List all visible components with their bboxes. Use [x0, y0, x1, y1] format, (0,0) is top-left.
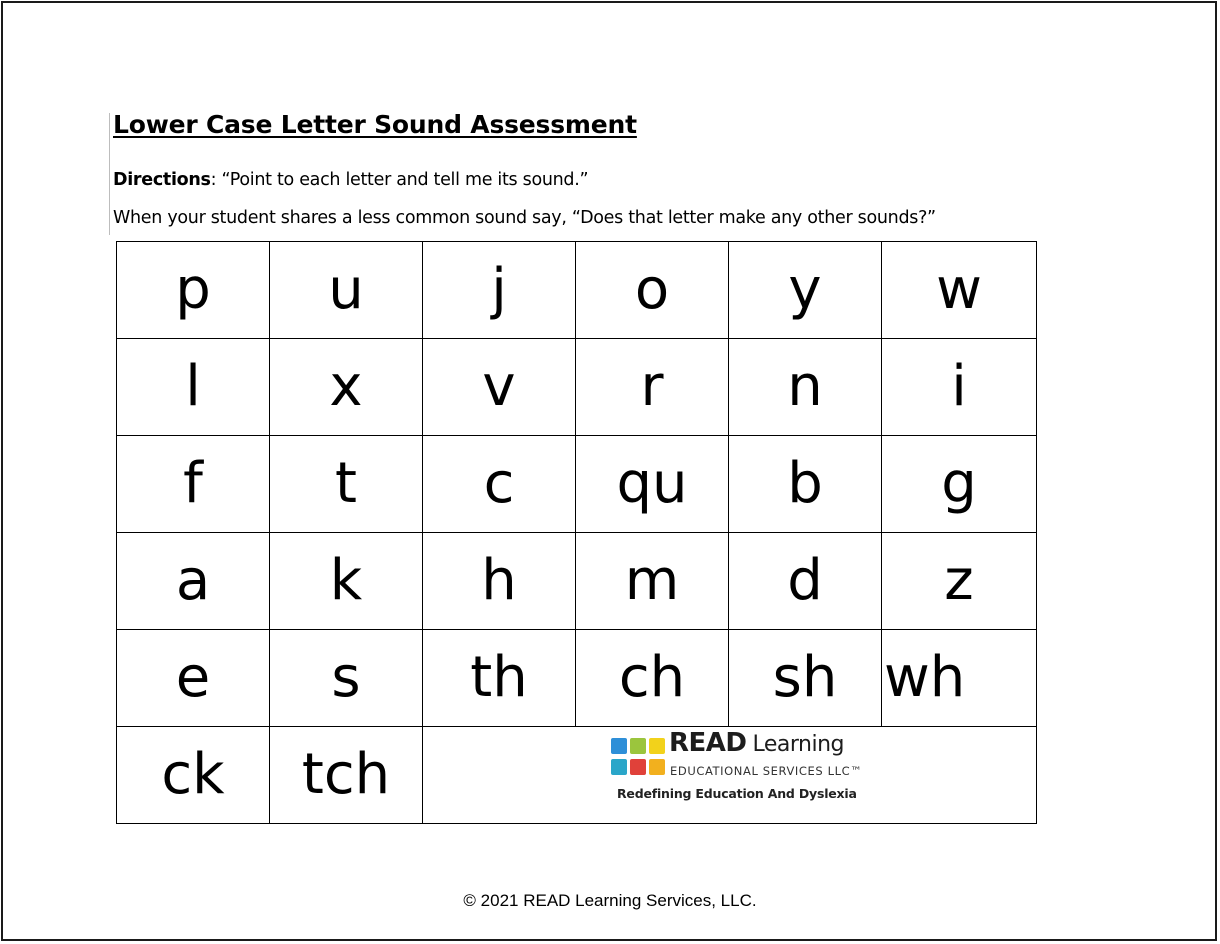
- logo-services: EDUCATIONAL SERVICES LLC™: [670, 764, 863, 778]
- letter-cell: i: [882, 339, 1037, 436]
- letter-cell: v: [423, 339, 576, 436]
- copyright-footer: © 2021 READ Learning Services, LLC.: [463, 891, 757, 910]
- page-title: Lower Case Letter Sound Assessment: [113, 110, 637, 139]
- logo-square: [649, 738, 665, 754]
- grid-row: [117, 727, 1037, 824]
- letter-cell: c: [423, 436, 576, 533]
- letter-cell: n: [729, 339, 882, 436]
- letter-cell: u: [270, 242, 423, 339]
- letter-cell: r: [576, 339, 729, 436]
- letter-cell: a: [117, 533, 270, 630]
- directions: [113, 170, 588, 190]
- letter-cell: w: [882, 242, 1037, 339]
- logo-brand-bold: READ: [669, 728, 747, 758]
- letter-cell: l: [117, 339, 270, 436]
- logo-square: [630, 759, 646, 775]
- letter-cell: o: [576, 242, 729, 339]
- logo-brand: [669, 730, 844, 756]
- logo-squares-icon: [611, 738, 667, 782]
- read-learning-logo: [611, 728, 863, 816]
- letter-cell: z: [882, 533, 1037, 630]
- letter-cell: y: [729, 242, 882, 339]
- letter-cell: h: [423, 533, 576, 630]
- letter-cell: s: [270, 630, 423, 727]
- letter-cell: ck: [117, 727, 270, 824]
- grid-row: [117, 242, 1037, 339]
- logo-square: [611, 759, 627, 775]
- logo-tagline: Redefining Education And Dyslexia: [617, 786, 857, 801]
- grid-row: [117, 436, 1037, 533]
- letter-cell: j: [423, 242, 576, 339]
- directions-text: : “Point to each letter and tell me its sound.”: [210, 170, 589, 190]
- letter-cell: p: [117, 242, 270, 339]
- logo-square: [649, 759, 665, 775]
- letter-cell: m: [576, 533, 729, 630]
- logo-square: [611, 738, 627, 754]
- directions-label: Directions: [113, 170, 211, 190]
- grid-row: [117, 533, 1037, 630]
- logo-square: [630, 738, 646, 754]
- logo-brand-light: Learning: [752, 732, 845, 757]
- logo-cell: [423, 727, 1037, 824]
- letter-cell: ch: [576, 630, 729, 727]
- letter-cell: f: [117, 436, 270, 533]
- letter-cell: sh: [729, 630, 882, 727]
- grid-row: [117, 630, 1037, 727]
- letter-cell: e: [117, 630, 270, 727]
- letter-cell: th: [423, 630, 576, 727]
- instruction-note: When your student shares a less common sound say, “Does that letter make any other sounds?”: [113, 208, 936, 228]
- letter-grid: [116, 241, 1037, 824]
- letter-cell: g: [882, 436, 1037, 533]
- letter-cell: tch: [270, 727, 423, 824]
- letter-cell: k: [270, 533, 423, 630]
- margin-rule: [109, 113, 110, 235]
- letter-cell: d: [729, 533, 882, 630]
- letter-cell: x: [270, 339, 423, 436]
- letter-cell: t: [270, 436, 423, 533]
- letter-cell: wh: [882, 630, 1037, 727]
- grid-row: [117, 339, 1037, 436]
- letter-cell: b: [729, 436, 882, 533]
- letter-cell: qu: [576, 436, 729, 533]
